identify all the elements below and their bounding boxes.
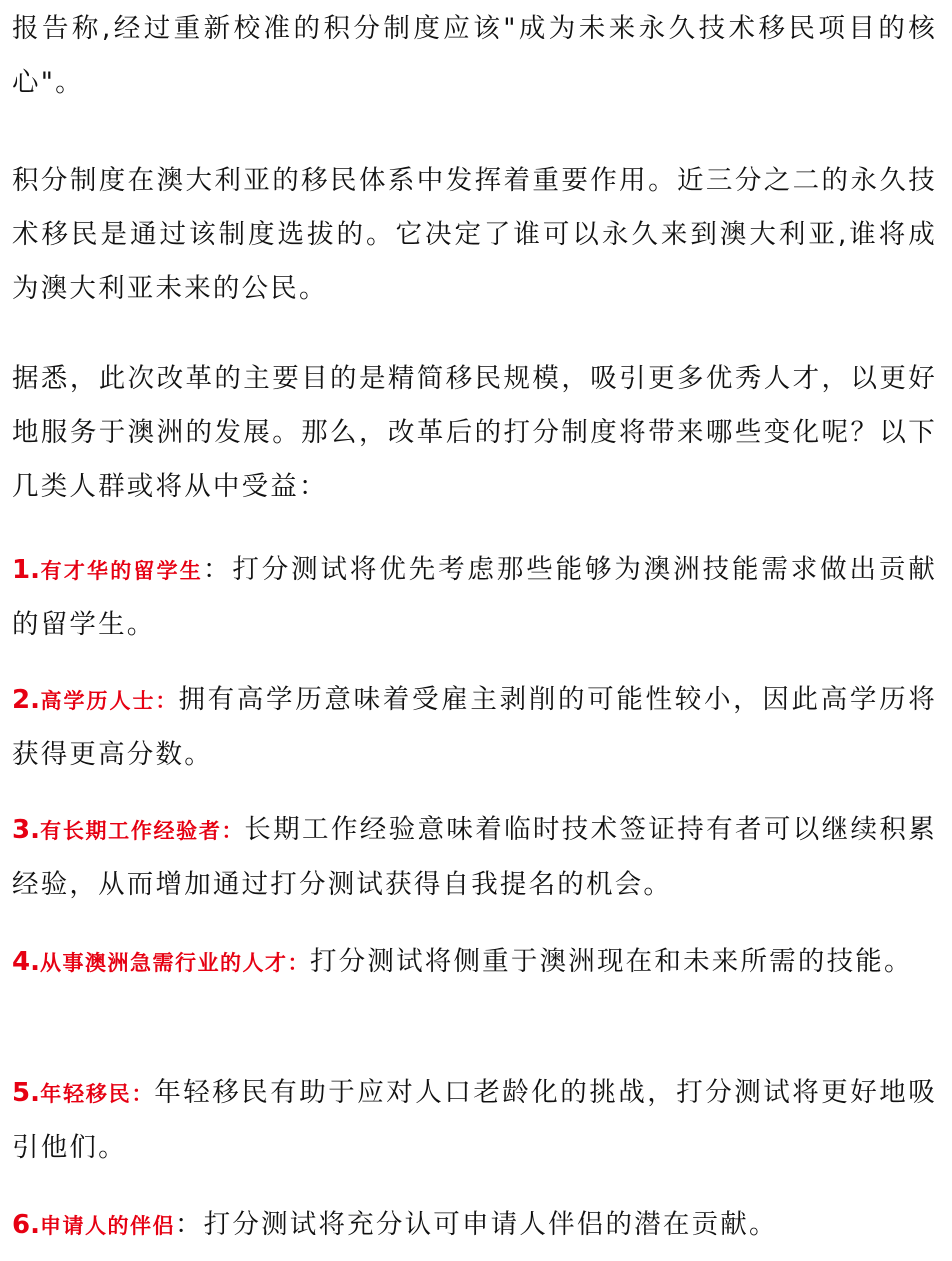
beneficiary-keyword: 年轻移民： bbox=[39, 1082, 155, 1106]
beneficiary-text: 打分测试将优先考虑那些能够为澳洲技能需求做出贡献的留学生。 bbox=[12, 554, 937, 640]
beneficiary-number: 6. bbox=[12, 1210, 40, 1240]
beneficiary-keyword: 申请人的伴侣 bbox=[39, 1214, 175, 1238]
beneficiary-item-highly-educated bbox=[12, 673, 937, 782]
beneficiary-item-in-demand-industries bbox=[12, 935, 937, 990]
beneficiary-number: 5. bbox=[12, 1078, 40, 1108]
beneficiary-number: 2. bbox=[12, 685, 40, 715]
beneficiary-keyword: 有长期工作经验者： bbox=[39, 819, 245, 843]
beneficiary-item-long-work-experience bbox=[12, 803, 937, 912]
beneficiary-item-applicant-partners bbox=[12, 1198, 937, 1253]
beneficiary-number: 1. bbox=[12, 555, 40, 585]
paragraph-report-summary: 报告称,经过重新校准的积分制度应该"成为未来永久技术移民项目的核心"。 bbox=[12, 13, 937, 98]
beneficiary-number: 4. bbox=[12, 947, 40, 977]
beneficiary-text: 打分测试将侧重于澳洲现在和未来所需的技能。 bbox=[309, 946, 913, 977]
beneficiary-separator: ： bbox=[202, 554, 233, 585]
beneficiary-keyword: 有才华的留学生 bbox=[39, 559, 203, 583]
beneficiary-item-young-migrants bbox=[12, 1066, 937, 1175]
beneficiary-number: 3. bbox=[12, 815, 40, 845]
beneficiary-text: 打分测试将充分认可申请人伴侣的潜在贡献。 bbox=[203, 1209, 778, 1240]
beneficiary-text: 拥有高学历意味着受雇主剥削的可能性较小，因此高学历将获得更高分数。 bbox=[12, 684, 938, 770]
beneficiary-text: 长期工作经验意味着临时技术签证持有者可以继续积累经验，从而增加通过打分测试获得自我提名的机会。 bbox=[12, 814, 937, 900]
beneficiary-keyword: 从事澳洲急需行业的人才： bbox=[39, 951, 310, 975]
paragraph-points-system-role: 积分制度在澳大利亚的移民体系中发挥着重要作用。近三分之二的永久技术移民是通过该制度选拔的。它决定了谁可以永久来到澳大利亚,谁将成为澳大利亚未来的公民。 bbox=[12, 165, 937, 304]
beneficiary-text: 年轻移民有助于应对人口老龄化的挑战，打分测试将更好地吸引他们。 bbox=[12, 1077, 938, 1163]
beneficiary-item-international-students bbox=[12, 543, 937, 652]
paragraph-reform-purpose: 据悉，此次改革的主要目的是精简移民规模，吸引更多优秀人才，以更好地服务于澳洲的发展。那么，改革后的打分制度将带来哪些变化呢？以下几类人群或将从中受益： bbox=[12, 363, 937, 502]
beneficiary-separator: ： bbox=[174, 1209, 204, 1240]
beneficiary-keyword: 高学历人士： bbox=[39, 689, 179, 713]
